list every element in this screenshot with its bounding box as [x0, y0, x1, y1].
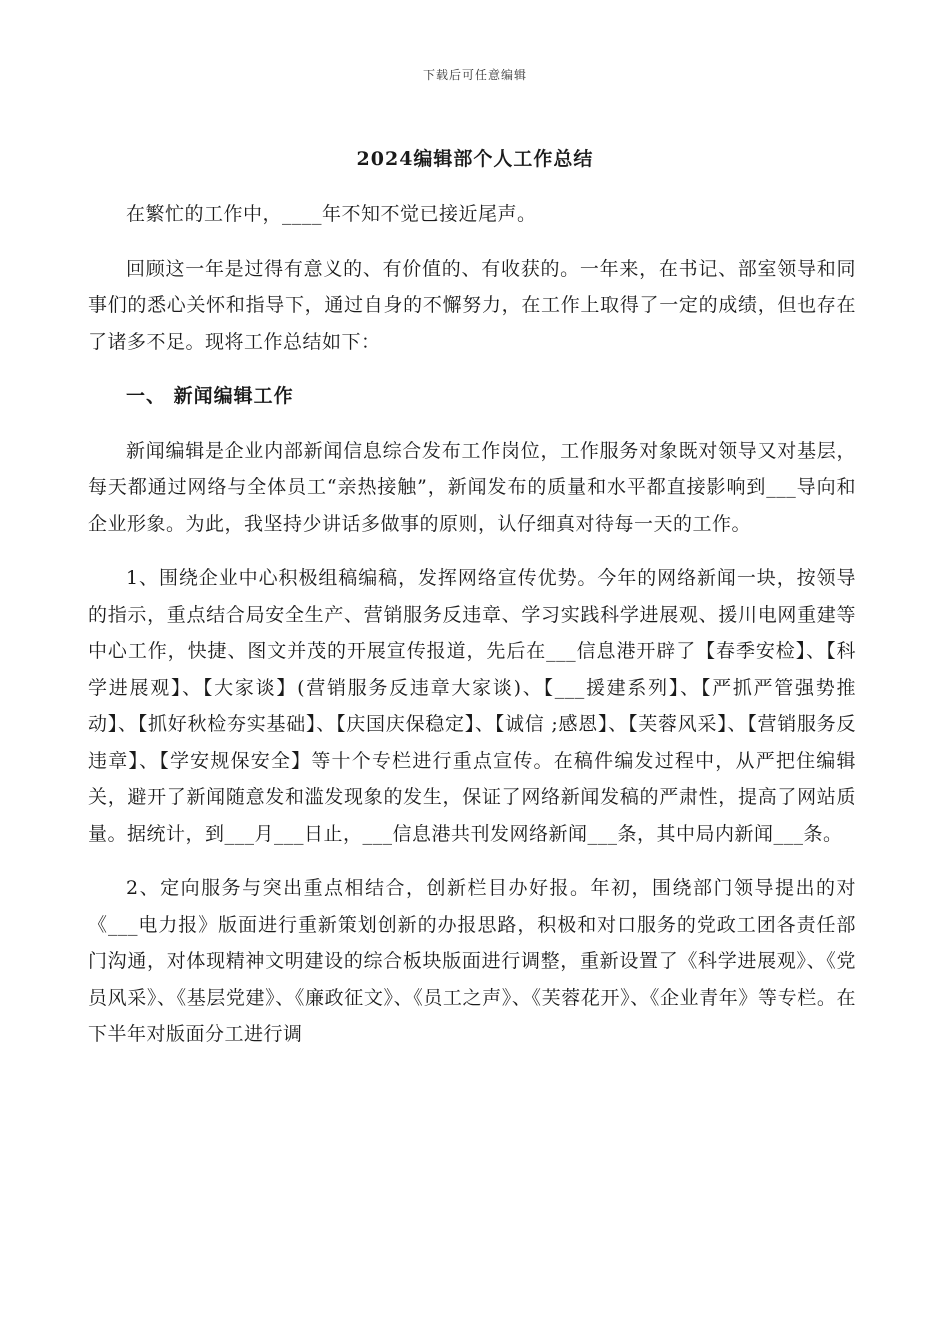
paragraph-news-editing-role: 新闻编辑是企业内部新闻信息综合发布工作岗位，工作服务对象既对领导又对基层，每天都通过网络与全体员工“亲热接触”，新闻发布的质量和水平都直接影响到___导向和企业形象。为此，我坚持少讲话多做事的原则，认仔细真对待每一天的工作。 — [88, 439, 856, 535]
section-heading-news-editing: 一、 新闻编辑工作 — [126, 385, 294, 407]
document-title: 2024编辑部个人工作总结 — [356, 148, 594, 170]
paragraph-item-1: 1、围绕企业中心积极组稿编稿，发挥网络宣传优势。今年的网络新闻一块，按领导的指示，重点结合局安全生产、营销服务反违章、学习实践科学进展观、援川电网重建等中心工作，快捷、图文并茂的开展宣传报道，先后在___信息港开辟了【春季安检】、【科学进展观】、【大家谈】(营销服务反违章大家谈)、【___援建系列】、【严抓严管强势推动】、【抓好秋检夯实基础】、【庆国庆保稳定】、【诚信 ;感恩】、【芙蓉风采】、【营销服务反违章】、【学安规保安全】等十个专栏进行重点宣传。在稿件编发过程中，从严把住编辑关，避开了新闻随意发和滥发现象的发生，保证了网络新闻发稿的严肃性，提高了网站质量。据统计，到___月___日止，___信息港共刊发网络新闻___条，其中局内新闻___条。 — [88, 567, 856, 845]
paragraph-review: 回顾这一年是过得有意义的、有价值的、有收获的。一年来，在书记、部室领导和同事们的悉心关怀和指导下，通过自身的不懈努力，在工作上取得了一定的成绩，但也存在了诸多不足。现将工作总结如下： — [88, 257, 856, 353]
paragraph-intro: 在繁忙的工作中，____年不知不觉已接近尾声。 — [126, 203, 537, 225]
page-header-note: 下载后可任意编辑 — [422, 68, 527, 82]
paragraph-item-2: 2、定向服务与突出重点相结合，创新栏目办好报。年初，围绕部门领导提出的对《___电力报》版面进行重新策划创新的办报思路，积极和对口服务的党政工团各责任部门沟通，对体现精神文明建设的综合板块版面进行调整，重新设置了《科学进展观》、《党员风采》、《基层党建》、《廉政征文》、《员工之声》、《芙蓉花开》、《企业青年》等专栏。在下半年对版面分工进行调 — [88, 877, 856, 1045]
document-body — [88, 196, 856, 1071]
